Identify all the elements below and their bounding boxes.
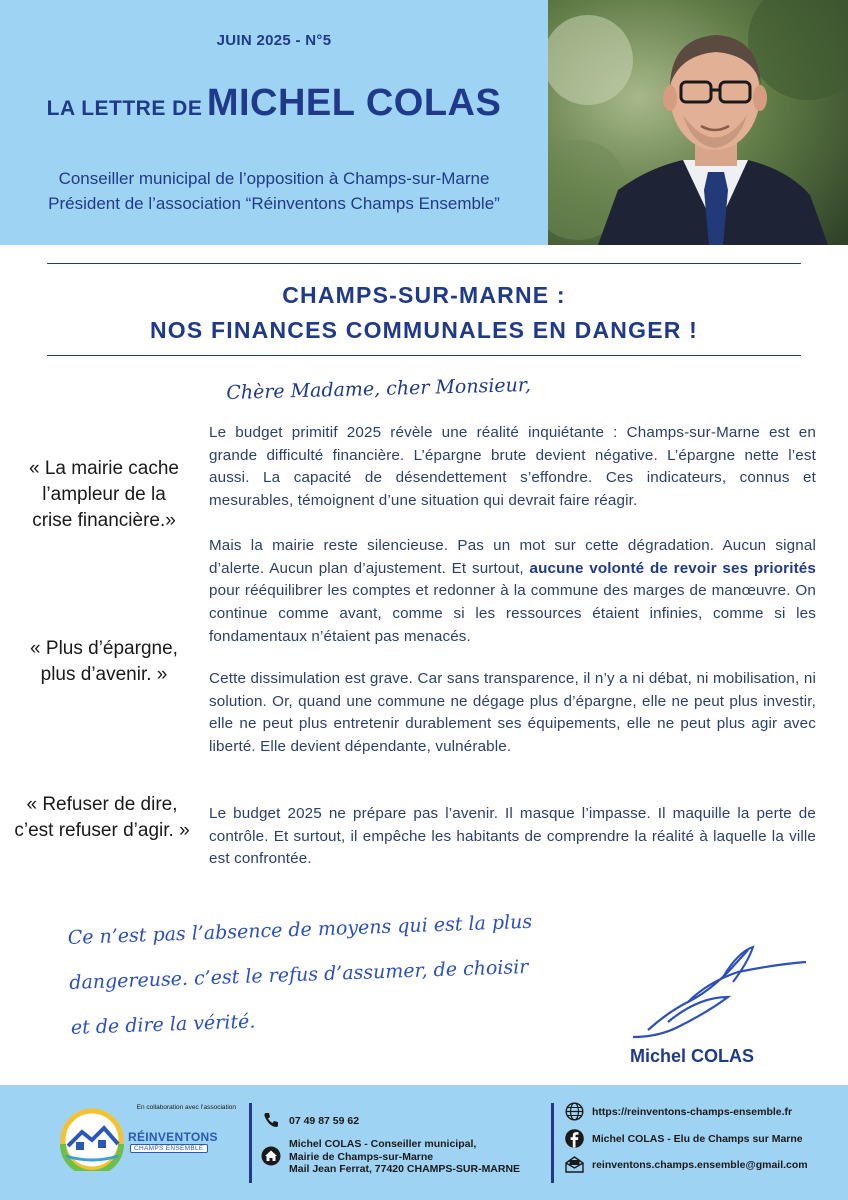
postal-address [289, 1138, 520, 1176]
facebook-link[interactable]: Michel COLAS - Elu de Champs sur Marne [592, 1133, 803, 1145]
handwritten-line2: dangereuse. c’est le refus d’assumer, de choisir [68, 955, 529, 994]
collaboration-note: En collaboration avec l’association [136, 1104, 236, 1111]
paragraph-2-emphasis: aucune volonté de revoir ses priorités [529, 559, 816, 577]
handwritten-closing [67, 896, 631, 1050]
title-prefix: LA LETTRE DE [46, 97, 203, 120]
paragraph-4: Le budget 2025 ne prépare pas l’avenir. Il masque l’impasse. Il maquille la perte de contrôle. Et surtout, il empêche les habitants de comprendre la réalité à laquelle la ville est confrontée. [209, 805, 816, 868]
subtitle [0, 166, 548, 216]
paragraph-2 [209, 535, 816, 649]
paragraph-2-text-end: pour rééquilibrer les comptes et redonner à la commune des marges de manœuvre. On continue comme avant, comme si les ressources étaient infinies, comme si les fondamentaux n’étaient pas menacés. [209, 582, 816, 645]
phone-number[interactable]: 07 49 87 59 62 [289, 1115, 360, 1127]
paragraph-1: Le budget primitif 2025 révèle une réalité inquiétante : Champs-sur-Marne est en grande difficulté financière. L’épargne brute devient négative. L’épargne nette l’est aussi. La capacité de désendettement s’effondre. Ces indicateurs, connus et mesurables, témoignent d’une situation qui devrait faire réagir. [209, 424, 816, 510]
headline-line2: NOS FINANCES COMMUNALES EN DANGER ! [149, 317, 698, 343]
headline [0, 278, 848, 348]
paragraph-3: Cette dissimulation est grave. Car sans transparence, il n’y a ni débat, ni mobilisation, ni solution. Or, quand une commune ne dégage plus d’épargne, elle ne peut plus investir, elle ne peut plus entretenir durablement ses équipements, elle ne peut plus agir avec liberté. Elle devient dépendante, vulnérable. [209, 670, 816, 756]
handwritten-line3: et de dire la vérité. [70, 1010, 256, 1039]
signature-icon [628, 942, 808, 1042]
salutation: Chère Madame, cher Monsieur, [226, 374, 532, 404]
paragraph-2-text: Mais la mairie reste silencieuse. Pas un mot sur cette dégradation. Aucun signal d’alerte. Aucun plan d’ajustement. Et surtout, [209, 537, 816, 577]
subtitle-association: Président de l’association “Réinventons Champs Ensemble” [48, 194, 500, 213]
logo-title: RÉINVENTONS [128, 1130, 218, 1144]
handwritten-line1: Ce n’est pas l’absence de moyens qui est la plus [67, 910, 533, 949]
title-name: MICHEL COLAS [206, 82, 502, 124]
footer-divider-2 [551, 1103, 554, 1183]
email-link[interactable]: reinventons.champs.ensemble@gmail.com [592, 1159, 808, 1171]
portrait-photo [548, 0, 848, 245]
phone-icon [263, 1112, 279, 1128]
home-icon [261, 1146, 281, 1166]
globe-icon [565, 1102, 584, 1121]
subtitle-role: Conseiller municipal de l’opposition à Champs-sur-Marne [58, 169, 490, 188]
address-line-1: Michel COLAS - Conseiller municipal, [289, 1138, 477, 1150]
address-line-3: Mail Jean Ferrat, 77420 CHAMPS-SUR-MARNE [289, 1163, 521, 1175]
headline-line1: CHAMPS-SUR-MARNE : [282, 282, 566, 308]
signature-name: Michel COLAS [629, 1046, 754, 1066]
website-link[interactable]: https://reinventons-champs-ensemble.fr [592, 1106, 793, 1118]
mail-icon [565, 1156, 584, 1173]
headline-rule-bottom [47, 355, 801, 356]
issue-label: JUIN 2025 - N°5 [216, 32, 332, 49]
newsletter-title [0, 82, 548, 125]
logo-houses-icon [52, 1106, 132, 1171]
facebook-icon [565, 1129, 584, 1148]
logo-subtitle: CHAMPS ENSEMBLE [130, 1144, 208, 1153]
pull-quote-3: « Refuser de dire, c’est refuser d’agir. » [14, 794, 190, 841]
footer-divider-1 [249, 1103, 252, 1183]
pull-quote-1: « La mairie cache l’ampleur de la crise financière.» [29, 458, 179, 531]
pull-quote-2: « Plus d’épargne, plus d’avenir. » [30, 638, 178, 685]
headline-rule-top [47, 263, 801, 264]
address-line-2: Mairie de Champs-sur-Marne [289, 1150, 434, 1163]
